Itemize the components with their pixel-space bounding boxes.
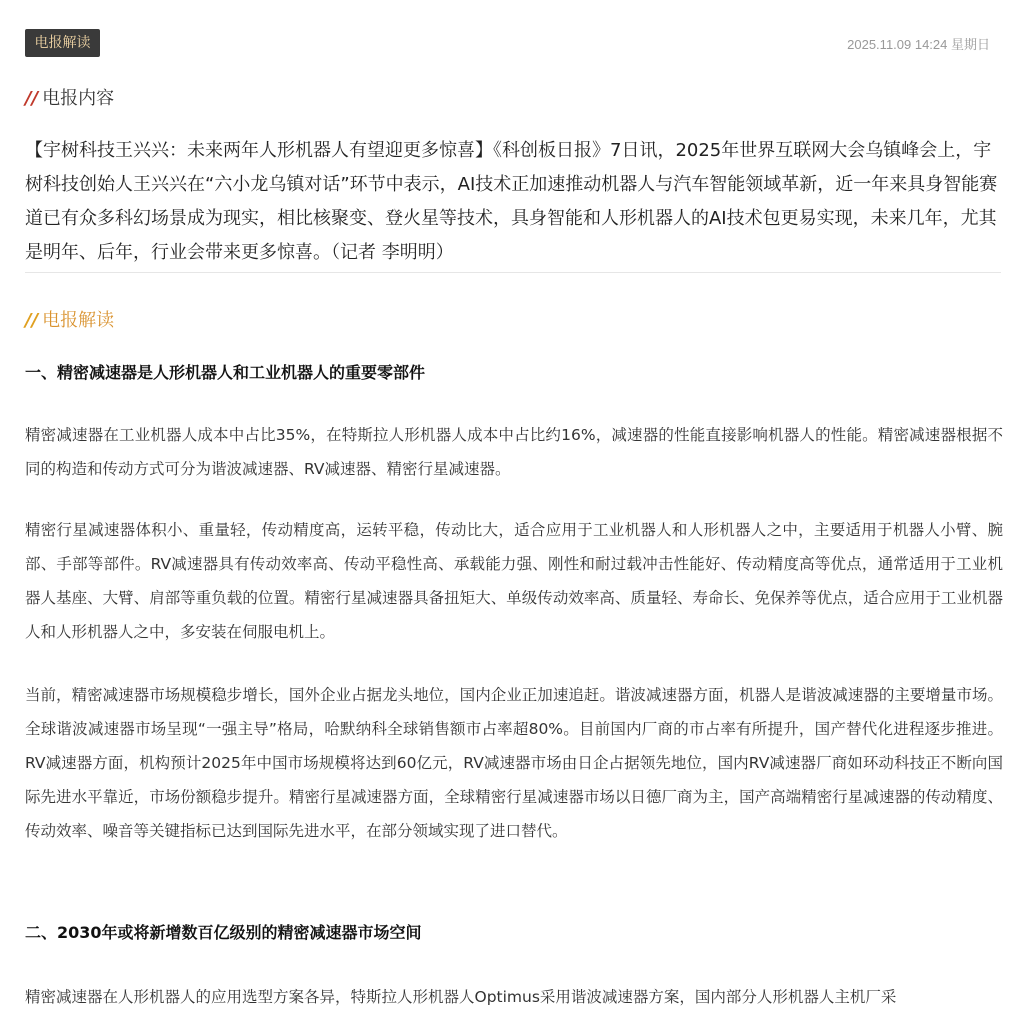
section-title-interpretation <box>25 309 114 333</box>
interpretation-paragraph: 精密行星减速器体积小、重量轻，传动精度高，运转平稳，传动比大，适合应用于工业机器人和人形机器人之中，主要适用于机器人小臂、腕部、手部等部件。RV减速器具有传动效率高、传动平稳性高、承载能力强、刚性和耐过载冲击性能好、传动精度高等优点，通常适用于工业机器人基座、大臂、肩部等重负载的位置。精密行星减速器具备扭矩大、单级传动效率高、质量轻、寿命长、免保养等优点，适合应用于工业机器人和人形机器人之中，多安装在伺服电机上。 <box>25 521 1003 641</box>
interpretation-paragraph: 精密减速器在人形机器人的应用选型方案各异，特斯拉人形机器人Optimus采用谐波减速器方案，国内部分人形机器人主机厂采 <box>25 988 897 1006</box>
section-mark-icon: // <box>25 310 39 331</box>
category-badge: 电报解读 <box>25 29 100 57</box>
interpretation-heading-1: 一、精密减速器是人形机器人和工业机器人的重要零部件 <box>25 363 426 382</box>
interpretation-paragraph: 当前，精密减速器市场规模稳步增长，国外企业占据龙头地位，国内企业正加速追赶。谐波减速器方面，机器人是谐波减速器的主要增量市场。全球谐波减速器市场呈现“一强主导”格局，哈默纳科全球销售额市占率超80%。目前国内厂商的市占率有所提升，国产替代化进程逐步推进。RV减速器方面，机构预计2025年中国市场规模将达到60亿元，RV减速器市场由日企占据领先地位，国内RV减速器厂商如环动科技正不断向国际先进水平靠近，市场份额稳步提升。精密行星减速器方面，全球精密行星减速器市场以日德厂商为主，国产高端精密行星减速器的传动精度、传动效率、噪音等关键指标已达到国际先进水平，在部分领域实现了进口替代。 <box>25 686 1003 840</box>
interpretation-heading-2: 二、2030年或将新增数百亿级别的精密减速器市场空间 <box>25 923 422 942</box>
telegram-content: 【宇树科技王兴兴：未来两年人形机器人有望迎更多惊喜】《科创板日报》7日讯，2025年世界互联网大会乌镇峰会上，宇树科技创始人王兴兴在“六小龙乌镇对话”环节中表示，AI技术正加速推动机器人与汽车智能领域革新，近一年来具身智能赛道已有众多科幻场景成为现实，相比核聚变、登火星等技术，具身智能和人形机器人的AI技术包更易实现，未来几年，尤其是明年、后年，行业会带来更多惊喜。（记者 李明明） <box>25 134 1001 273</box>
section-mark-icon: // <box>25 88 39 109</box>
publish-datetime: 2025.11.09 14:24 星期日 <box>847 37 990 52</box>
section-title-label: 电报解读 <box>42 310 115 331</box>
section-title-content <box>25 87 114 111</box>
interpretation-paragraph: 精密减速器在工业机器人成本中占比35%，在特斯拉人形机器人成本中占比约16%，减速器的性能直接影响机器人的性能。精密减速器根据不同的构造和传动方式可分为谐波减速器、RV减速器、精密行星减速器。 <box>25 426 1003 478</box>
section-title-label: 电报内容 <box>42 88 115 109</box>
